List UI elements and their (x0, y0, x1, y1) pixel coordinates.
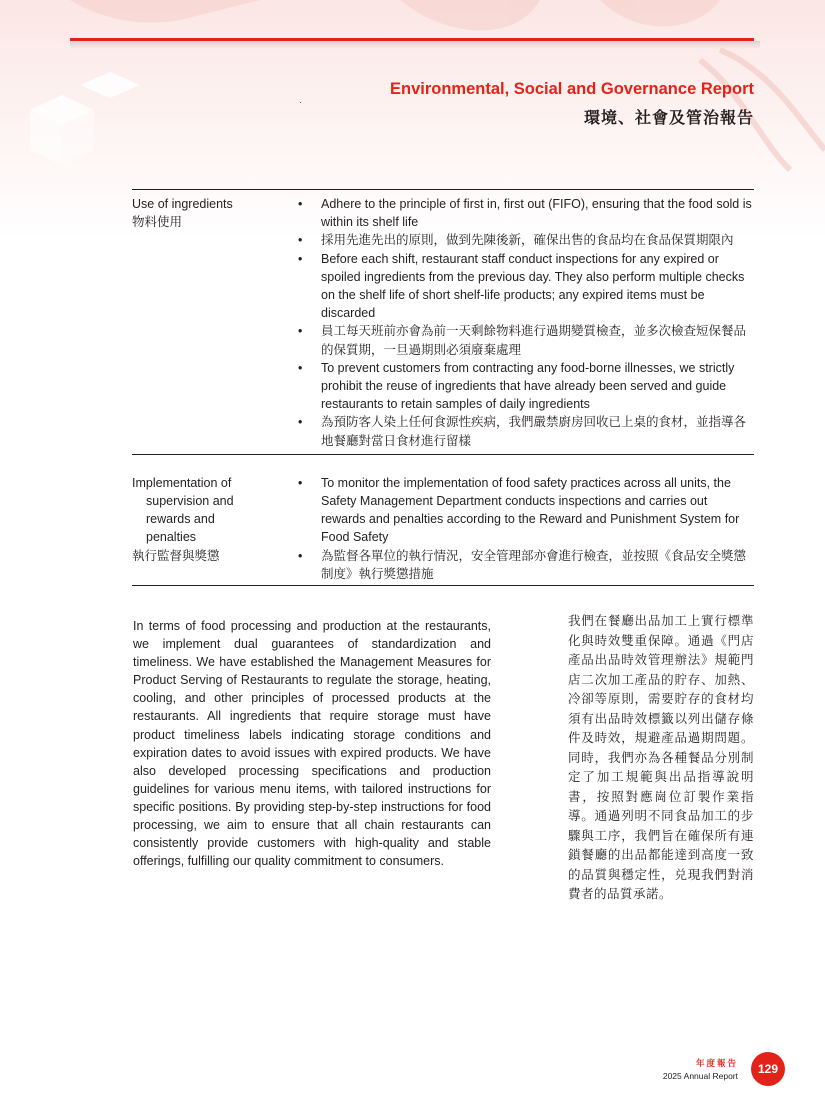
list-item: • 為監督各單位的執行情況，安全管理部亦會進行檢查，並按照《食品安全獎懲制度》執行獎懲措施 (298, 547, 754, 583)
table-row (132, 189, 754, 454)
list-item: • 採用先進先出的原則，做到先陳後新，確保出售的食品均在食品保質期限內 (298, 231, 754, 249)
row-label-en: Implementation of (132, 475, 232, 490)
list-item: • 員工每天班前亦會為前一天剩餘物料進行過期變質檢查，並多次檢查短保餐品的保質期，一旦過期則必須廢棄處理 (298, 322, 754, 358)
report-title-zh: 環境、社會及管治報告 (583, 110, 754, 127)
body-paragraph-zh: 我們在餐廳出品加工上實行標準化與時效雙重保障。通過《門店產品出品時效管理辦法》規範門店二次加工產品的貯存、加熱、冷卻等原則，需要貯存的食材均須有出品時效標籤以列出儲存條件及時效，規避產品過期問題。同時，我們亦為各種餐品分別制定了加工規範與出品指導說明書，按照對應崗位訂製作業指導。通過列明不同食品加工的步驟與工序，我們旨在確保所有連鎖餐廳的出品都能達到高度一致的品質與穩定性，兑現我們對消費者的品質承諾。 (568, 614, 754, 901)
bullet-list (298, 474, 754, 583)
row-label-en-cont: penalties (146, 530, 197, 545)
list-item: • Before each shift, restaurant staff conduct inspections for any expired or spoiled ingredients from the previous day. They also perform multiple checks on the shelf life of short shelf-life products; any expired items must be discarded (298, 250, 754, 323)
bullet-list (298, 195, 754, 450)
list-item: • To prevent customers from contracting any food-borne illnesses, we strictly prohibit the reuse of ingredients that have already been served and guide restaurants to retain samples of daily ingredients (298, 359, 754, 414)
list-item: • Adhere to the principle of first in, first out (FIFO), ensuring that the food sold is within its shelf life (298, 195, 754, 231)
footer-label-zh: 年度報告 (695, 1058, 738, 1068)
list-item: • 為預防客人染上任何食源性疾病，我們嚴禁廚房回收已上桌的食材，並指導各地餐廳對當日食材進行留樣 (298, 413, 754, 449)
header-rule (70, 38, 754, 41)
row-label-zh: 物料使用 (132, 215, 183, 230)
row-label (132, 474, 298, 583)
footer-label-en: 2025 Annual Report (662, 1071, 738, 1081)
footer (663, 1057, 738, 1081)
row-label (132, 195, 298, 450)
page-number: 129 (751, 1052, 785, 1086)
row-label-en-cont: rewards and (146, 512, 215, 527)
stray-dot (300, 102, 301, 103)
row-label-en-cont: supervision and (146, 494, 234, 509)
measures-table (132, 189, 754, 586)
table-row (132, 454, 754, 586)
report-title-en: Environmental, Social and Governance Report (389, 80, 754, 98)
row-label-en: Use of ingredients (132, 197, 233, 211)
header-rule-shadow (70, 41, 760, 49)
list-item: • To monitor the implementation of food safety practices across all units, the Safety Management Department conducts inspections and carries out rewards and penalties according to the Reward and Punishment System for Food Safety (298, 474, 754, 547)
row-label-zh: 執行監督與獎懲 (132, 548, 220, 563)
body-paragraph-en: In terms of food processing and production at the restaurants, we implement dual guarantees of standardization and timeliness. We have established the Management Measures for Product Serving of Restaurants to regulate the storage, heating, cooling, and other principles of processed products at the restaurants. All ingredients that require storage must have product timeliness labels indicating storage conditions and expiration dates to avoid issues with expired products. We have also developed processing specifications and production guidelines for various menu items, with tailored instructions for specific positions. By providing step-by-step instructions for food processing, we aim to ensure that all chain restaurants can consistently provide customers with high-quality and stable offerings, fulfilling our quality commitment to consumers. (133, 619, 491, 869)
